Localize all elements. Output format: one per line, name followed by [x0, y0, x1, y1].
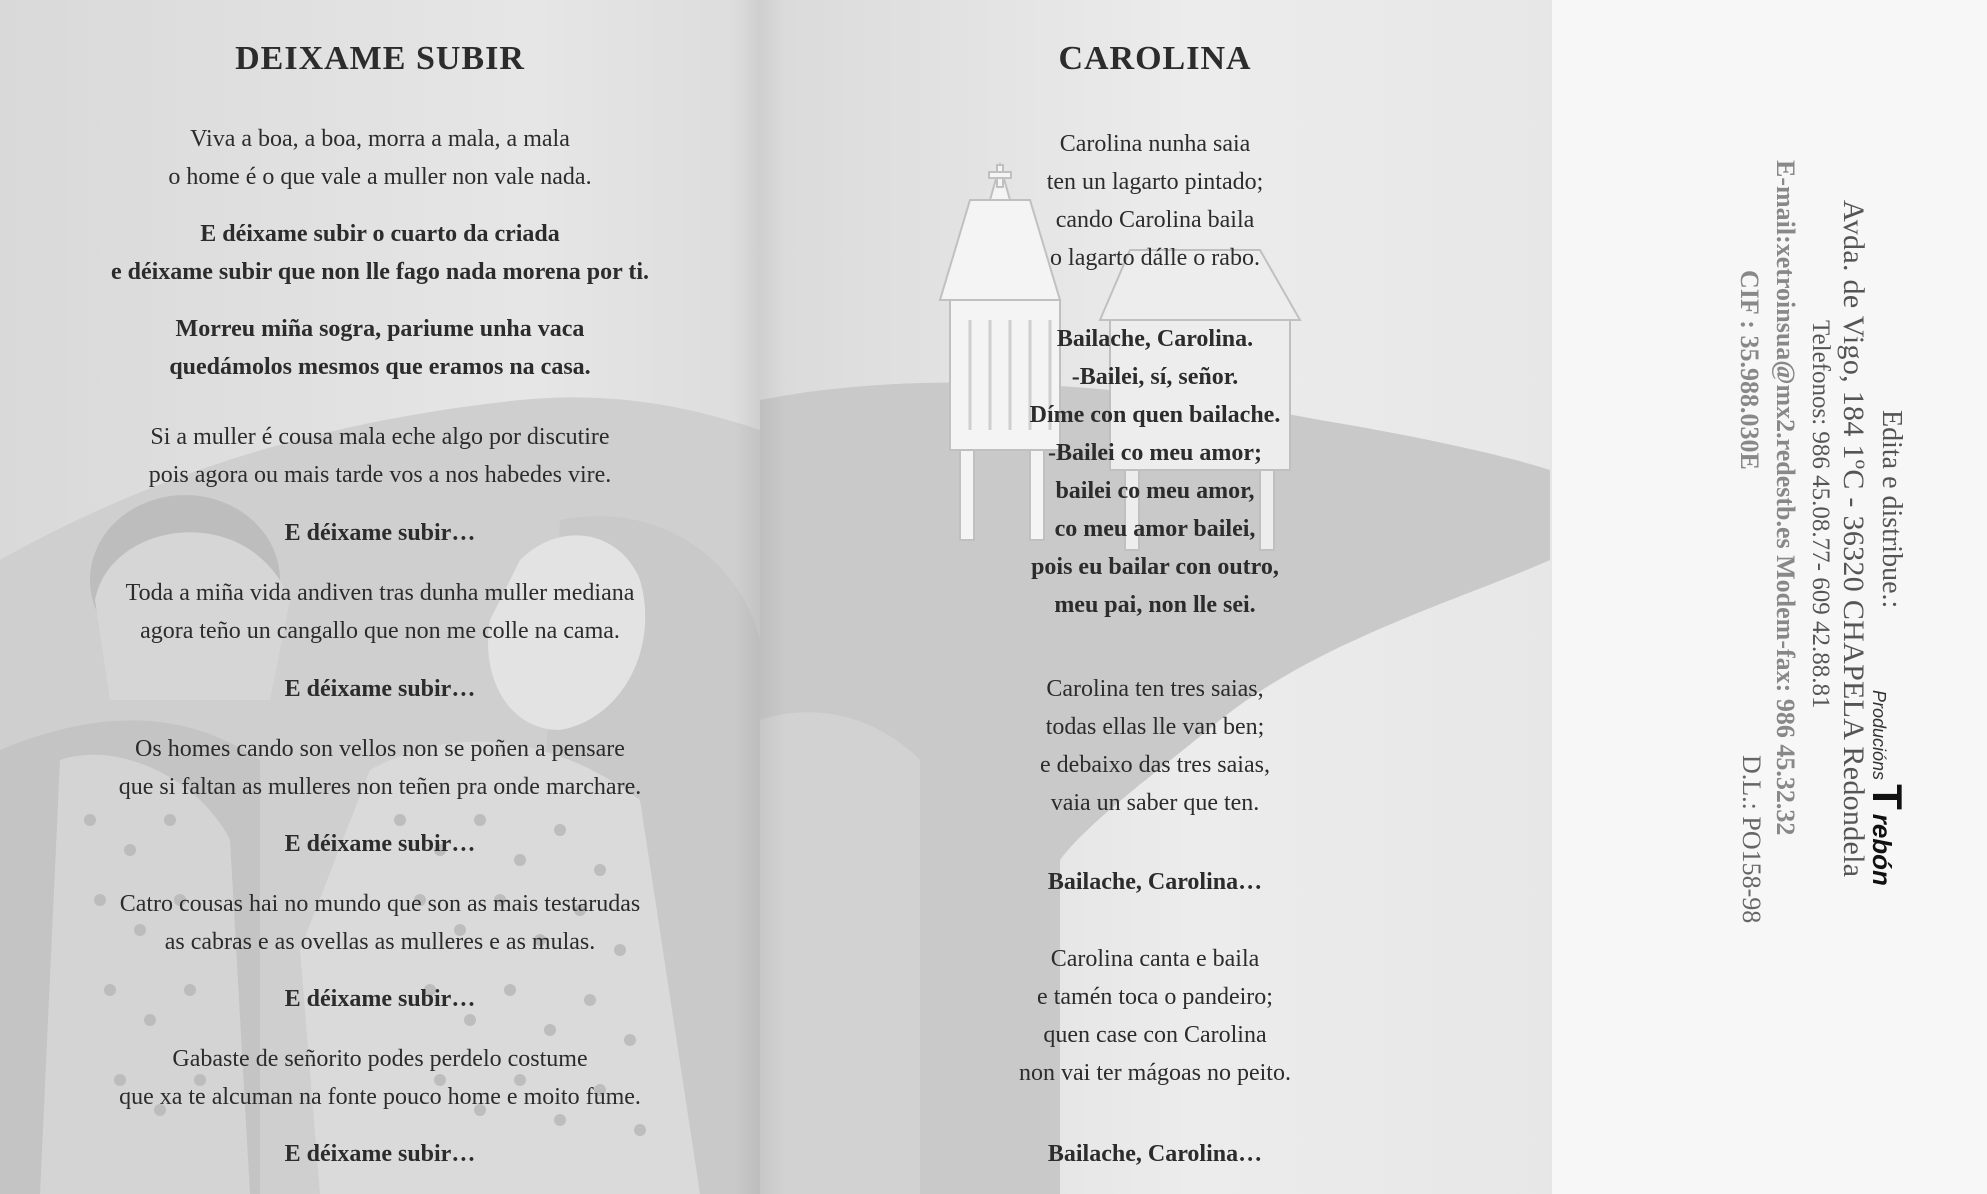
lyric-line: que si faltan as mulleres non teñen pra onde marchare.: [118, 774, 642, 800]
lyric-line: o lagarto dálle o rabo.: [1050, 245, 1260, 271]
lyric-line: Carolina canta e baila: [1050, 946, 1260, 972]
chorus: [0, 215, 760, 291]
logo-t-icon: T: [1864, 784, 1911, 810]
lyric-line: Díme con quen bailache.: [1029, 402, 1281, 428]
lyric-line: Os homes cando son vellos non se poñen a pensare: [135, 736, 625, 762]
lyric-line: as cabras e as ovellas as mulleres e as mulas.: [164, 929, 596, 955]
lyric-line: Carolina ten tres saias,: [1046, 676, 1264, 702]
lyric-line: todas ellas lle van ben;: [1045, 714, 1265, 740]
lyric-line: E déixame subir…: [284, 1141, 476, 1167]
chorus: [760, 1135, 1550, 1173]
lyric-line: non vai ter mágoas no peito.: [1019, 1060, 1291, 1086]
lyric-line: E déixame subir…: [284, 986, 476, 1012]
cif-line: CIF : 35.988.030E: [1735, 270, 1764, 470]
address-line: Avda. de Vigo, 184 1ºC - 36320 CHAPELA Redondela: [1837, 200, 1870, 878]
left-panel: [0, 0, 760, 1194]
chorus: [760, 863, 1550, 901]
song-title: DEIXAME SUBIR: [235, 40, 525, 77]
lyric-line: Bailache, Carolina.: [1056, 326, 1254, 352]
lyric-line: Toda a miña vida andiven tras dunha muller mediana: [125, 580, 635, 606]
lyric-line: co meu amor bailei,: [1054, 516, 1256, 542]
song-title: CAROLINA: [1058, 40, 1252, 77]
stanza: [0, 418, 760, 494]
credits-panel: [1550, 0, 1987, 1194]
lyric-line: -Bailei co meu amor;: [1048, 440, 1262, 466]
lyric-line: e déixame subir que non lle fago nada morena por ti.: [110, 259, 650, 285]
chorus: [0, 980, 760, 1018]
lyric-line: pois eu bailar con outro,: [1031, 554, 1279, 580]
lyric-line: Si a muller é cousa mala eche algo por discutire: [150, 424, 610, 450]
lyric-line: pois agora ou mais tarde vos a nos habedes vire.: [148, 462, 612, 488]
lyric-line: Viva a boa, a boa, morra a mala, a mala: [190, 126, 570, 152]
stanza: [0, 885, 760, 961]
stanza: [0, 310, 760, 386]
chorus: [0, 825, 760, 863]
edita-label: Edita e distribue.:: [1876, 410, 1907, 609]
lyric-line: Gabaste de señorito podes perdelo costume: [172, 1046, 588, 1072]
lyric-line: o home é o que vale a muller non vale nada.: [168, 164, 592, 190]
logo-bottom-text: rebón: [1867, 813, 1897, 886]
lyric-line: quedámolos mesmos que eramos na casa.: [169, 354, 591, 380]
dl-line: D.L.: PO158-98: [1737, 755, 1766, 924]
chorus: [0, 1135, 760, 1173]
lyric-line: que xa te alcuman na fonte pouco home e moito fume.: [119, 1084, 641, 1110]
stanza: [760, 125, 1550, 277]
phones-line: Telefonos: 986 45.08.77- 609 42.88.81: [1807, 320, 1834, 709]
lyric-line: E déixame subir…: [284, 676, 476, 702]
lyric-line: E déixame subir…: [284, 520, 476, 546]
lyric-line: E déixame subir…: [284, 831, 476, 857]
lyric-line: meu pai, non lle sei.: [1054, 592, 1256, 618]
email-line: E-mail:xetroinsua@mx2.redestb.es Modem-fax: 986 45.32.32: [1771, 160, 1800, 836]
stanza: [760, 670, 1550, 822]
lyric-line: ten un lagarto pintado;: [1046, 169, 1264, 195]
lyric-line: quen case con Carolina: [1043, 1022, 1267, 1048]
lyric-line: e debaixo das tres saias,: [1040, 752, 1270, 778]
stanza: [0, 120, 760, 196]
lyric-line: e tamén toca o pandeiro;: [1037, 984, 1273, 1010]
publisher-logo: [1864, 690, 1911, 886]
lyric-line: cando Carolina baila: [1055, 207, 1255, 233]
middle-panel: [760, 0, 1550, 1194]
lyric-line: vaia un saber que ten.: [1050, 790, 1260, 816]
chorus: [0, 670, 760, 708]
lyric-line: E déixame subir o cuarto da criada: [200, 221, 560, 247]
lyric-line: Catro cousas hai no mundo que son as mais testarudas: [119, 891, 641, 917]
lyric-line: Bailache, Carolina…: [1047, 1141, 1263, 1167]
lyric-line: Carolina nunha saia: [1059, 131, 1251, 157]
stanza: [0, 574, 760, 650]
lyric-line: -Bailei, sí, señor.: [1071, 364, 1239, 390]
stanza: [0, 730, 760, 806]
lyric-line: Morreu miña sogra, pariume unha vaca: [175, 316, 585, 342]
chorus: [760, 320, 1550, 624]
logo-top-text: Producións: [1869, 690, 1889, 781]
stanza: [760, 940, 1550, 1092]
lyric-line: agora teño un cangallo que non me colle na cama.: [140, 618, 620, 644]
lyric-line: Bailache, Carolina…: [1047, 869, 1263, 895]
chorus: [0, 514, 760, 552]
stanza: [0, 1040, 760, 1116]
lyric-line: bailei co meu amor,: [1055, 478, 1255, 504]
